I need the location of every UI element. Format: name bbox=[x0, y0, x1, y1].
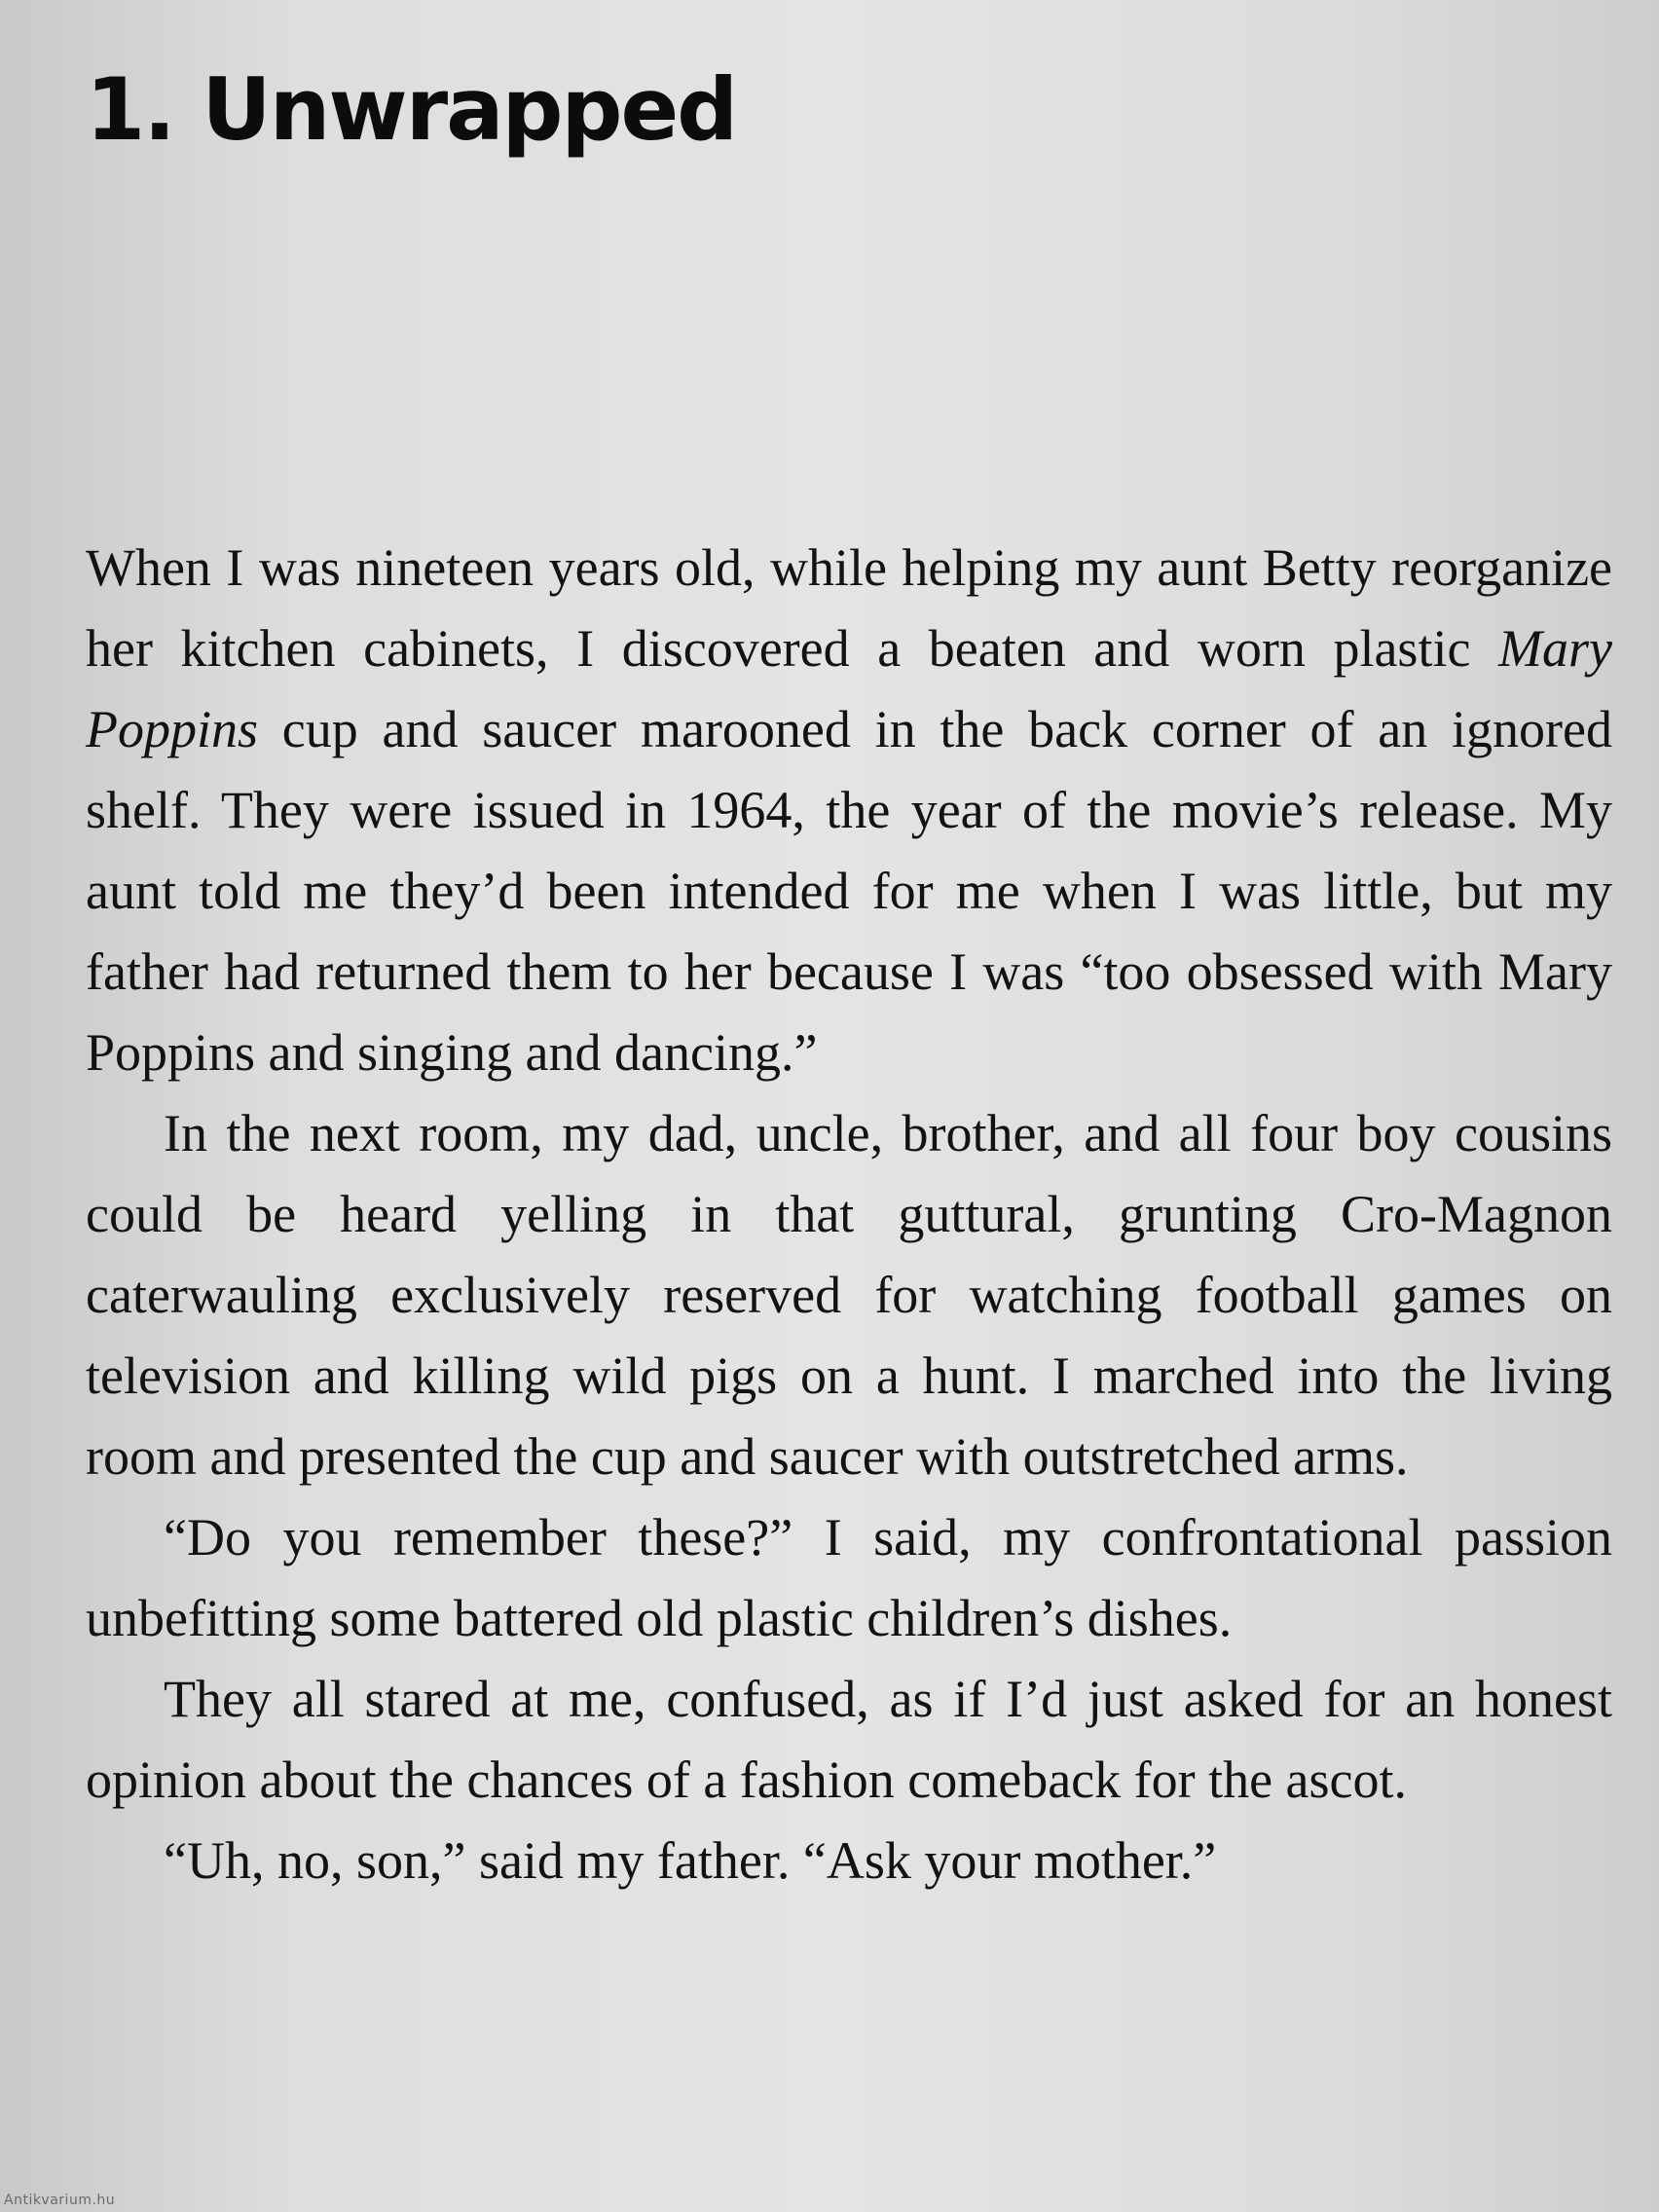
chapter-body bbox=[86, 528, 1612, 1901]
paragraph-4: They all stared at me, confused, as if I’d just asked for an honest opinion about the chances of a fashion comeback for the ascot. bbox=[86, 1670, 1612, 1809]
paragraph-1-start: When I was nineteen years old, while helping my aunt Betty reorganize her kitchen cabinets, I discovered a beaten and worn plastic bbox=[86, 538, 1612, 678]
paragraph-1-end: cup and saucer marooned in the back corner of an ignored shelf. They were issued in 1964, the year of the movie’s release. My aunt told me they’d been intended for me when I was little, but my father had returned them to her because I was “too obsessed with Mary Poppins and singing and dancing.” bbox=[86, 700, 1612, 1082]
movie-title-italic: Mary Poppins bbox=[86, 619, 1612, 758]
paragraph-3: “Do you remember these?” I said, my confrontational passion unbefitting some battered old plastic children’s dishes. bbox=[86, 1508, 1612, 1647]
watermark: Antikvarium.hu bbox=[4, 2193, 116, 2208]
chapter-title: 1. Unwrapped bbox=[86, 59, 737, 160]
paragraph-2: In the next room, my dad, uncle, brother, and all four boy cousins could be heard yelling in that guttural, grunting Cro-Magnon caterwauling exclusively reserved for watching football games on television and killing wild pigs on a hunt. I marched into the living room and presented the cup and saucer with outstretched arms. bbox=[86, 1104, 1612, 1486]
paragraph-1 bbox=[86, 528, 1612, 1093]
paragraph-5: “Uh, no, son,” said my father. “Ask your mother.” bbox=[164, 1831, 1217, 1890]
